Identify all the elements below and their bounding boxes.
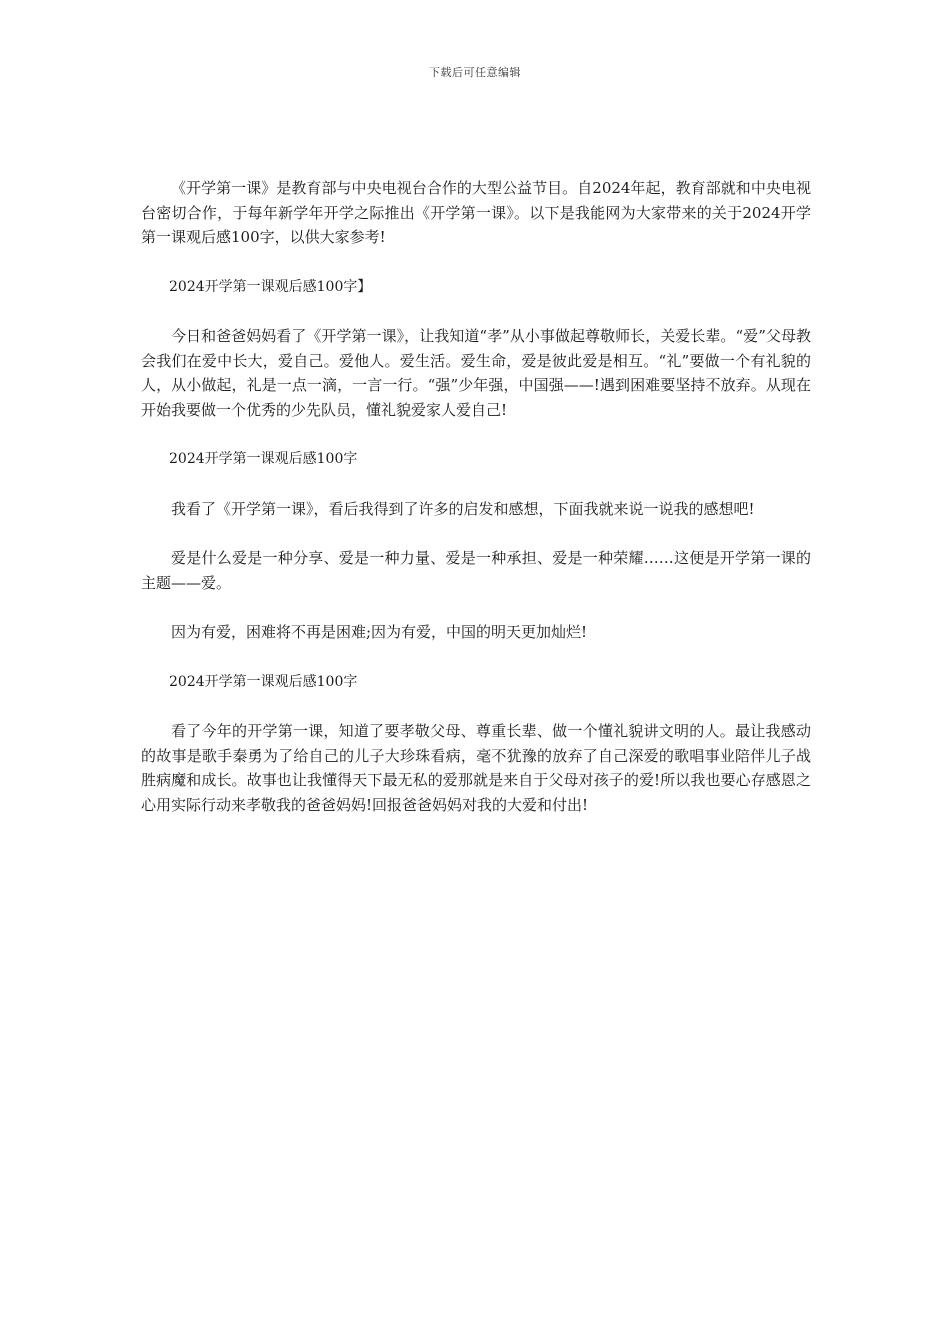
- page-header-note: 下载后可任意编辑: [429, 66, 521, 79]
- section-2-paragraph-2: 爱是什么爱是一种分享、爱是一种力量、爱是一种承担、爱是一种荣耀……这便是开学第一课的主题——爱。: [141, 549, 811, 592]
- section-3-paragraph: 看了今年的开学第一课，知道了要孝敬父母、尊重长辈、做一个懂礼貌讲文明的人。最让我感动的故事是歌手秦勇为了给自己的儿子大珍珠看病，毫不犹豫的放弃了自己深爱的歌唱事业陪伴儿子战胜病魔和成长。故事也让我懂得天下最无私的爱那就是来自于父母对孩子的爱!所以我也要心存感恩之心用实际行动来孝敬我的爸爸妈妈!回报爸爸妈妈对我的大爱和付出!: [141, 722, 811, 814]
- section-2-paragraph-3: 因为有爱，困难将不再是困难;因为有爱，中国的明天更加灿烂!: [171, 623, 588, 641]
- intro-paragraph: 《开学第一课》是教育部与中央电视台合作的大型公益节目。自2024年起，教育部就和中央电视台密切合作，于每年新学年开学之际推出《开学第一课》。以下是我能网为大家带来的关于2024开学第一课观后感100字，以供大家参考!: [141, 179, 811, 246]
- section-3-title: 2024开学第一课观后感100字: [169, 673, 358, 690]
- section-2-paragraph-1: 我看了《开学第一课》，看后我得到了许多的启发和感想，下面我就来说一说我的感想吧!: [171, 499, 755, 518]
- section-2-title: 2024开学第一课观后感100字: [169, 451, 358, 467]
- section-1-paragraph: 今日和爸爸妈妈看了《开学第一课》，让我知道“孝”从小事做起尊敬师长，关爱长辈。“爱”父母教会我们在爱中长大，爱自己。爱他人。爱生活。爱生命，爱是彼此爱是相互。“礼”要做一个有礼貌的人，从小做起，礼是一点一滴，一言一行。“强”少年强，中国强——!遇到困难要坚持不放弃。从现在开始我要做一个优秀的少先队员，懂礼貌爱家人爱自己!: [141, 327, 811, 419]
- document-body: [141, 176, 811, 842]
- section-1-title: 2024开学第一课观后感100字】: [169, 278, 372, 295]
